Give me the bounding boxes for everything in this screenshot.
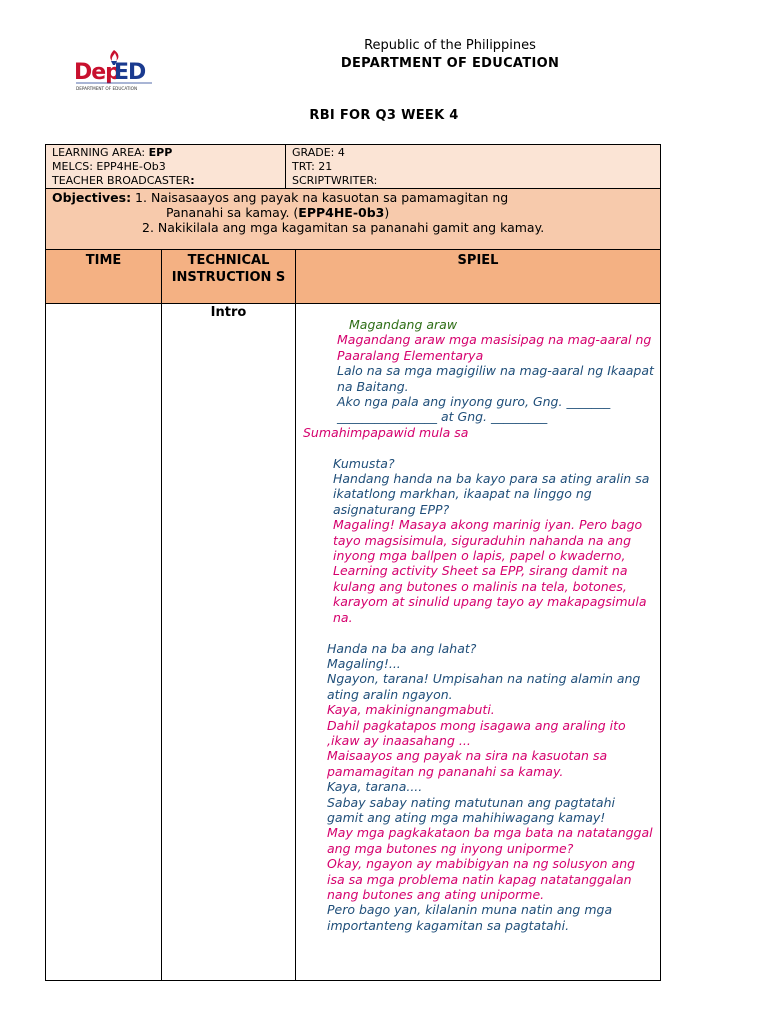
spiel-line: Magaling! Masaya akong marinig iyan. Pero bago tayo magsisimula, siguraduhin nahanda na ang inyong mga ballpen o lapis, papel o kwaderno, Learning activity Sheet sa EPP, sirang damit na kulang ang butones o malinis na tela, botones, karayom at sinulid upang tayo ay makapagsimula na. [333,517,647,625]
technical-header: TECHNICAL INSTRUCTION S [162,250,296,303]
spiel-line: Kaya, tarana.... [327,779,423,795]
svg-text:ED: ED [114,60,146,85]
department-heading: DEPARTMENT OF EDUCATION [340,56,560,71]
spiel-line: Kumusta? [333,455,395,471]
republic-heading: Republic of the Philippines [364,38,536,53]
trt: TRT: 21 [292,160,333,173]
column-header-row [46,250,660,304]
svg-text:DEPARTMENT OF EDUCATION: DEPARTMENT OF EDUCATION [76,86,138,91]
spiel-cell [296,304,660,980]
spiel-line: Ako nga pala ang inyong guro, Gng. _______ ________________ at Gng. _________ [337,394,611,425]
spiel-line: Ngayon, tarana! Umpisahan na nating alamin ang ating aralin ngayon. [327,671,641,702]
spiel-line: Magaling!... [327,655,401,671]
technical-cell: Intro [162,304,296,980]
objective-1: Objectives: 1. Naisasaayos ang payak na kasuotan sa pamamagitan ng [52,190,509,205]
spiel-line: Sumahimpapawid mula sa [303,424,469,440]
teacher-broadcaster: TEACHER BROADCASTER: [52,174,195,187]
spiel-line: Maisaayos ang payak na sira na kasuotan sa pamamagitan ng pananahi sa kamay. [327,748,608,779]
info-row [46,145,660,189]
objectives-row [46,189,660,250]
objective-1-cont: Pananahi sa kamay. (EPP4HE-0b3) [166,205,390,220]
spiel-line: Kaya, makinignangmabuti. [327,702,495,718]
spiel-line: Handa na ba ang lahat? [327,640,477,656]
info-right-cell [286,145,660,188]
melcs: MELCS: EPP4HE-Ob3 [52,160,166,173]
spiel-line: Sabay sabay nating matutunan ang pagtatahi gamit ang ating mga mahihiwagang kamay! [327,794,615,825]
intro-row [46,304,660,980]
spiel-line: Pero bago yan, kilalanin muna natin ang mga importanteng kagamitan sa pagtatahi. [327,902,613,933]
learning-area: LEARNING AREA: EPP [52,146,173,159]
spiel-line: Magandang araw [349,317,458,332]
grade: GRADE: 4 [292,146,345,159]
spiel-line: Handang handa na ba kayo para sa ating aralin sa ikatatlong markhan, ikaapat na linggo ng asignaturang EPP? [333,471,650,517]
scriptwriter: SCRIPTWRITER: [292,174,378,187]
svg-text:Dep: Dep [74,60,120,85]
document-title: RBI FOR Q3 WEEK 4 [309,108,459,123]
spiel-line: May mga pagkakataon ba mga bata na natatanggal ang mga butones ng inyong uniporme? [327,825,653,856]
spiel-line: Okay, ngayon ay mabibigyan na ng solusyon ang isa sa mga problema natin kapag natatanggalan nang butones ang ating uniporme. [327,856,636,902]
time-header: TIME [46,250,162,303]
spiel-line: Magandang araw mga masisipag na mag-aaral ng Paaralang Elementarya [337,332,652,363]
spiel-header: SPIEL [457,253,499,268]
objective-2: 2. Nakikilala ang mga kagamitan sa pananahi gamit ang kamay. [142,220,545,235]
time-cell [46,304,162,980]
spiel-line: Dahil pagkatapos mong isagawa ang araling ito ,ikaw ay inaasahang ... [327,717,626,748]
info-left-cell [46,145,286,188]
spiel-line: Lalo na sa mga magigiliw na mag-aaral ng Ikaapat na Baitang. [337,363,654,394]
deped-logo [74,48,154,93]
script-table [45,144,661,981]
